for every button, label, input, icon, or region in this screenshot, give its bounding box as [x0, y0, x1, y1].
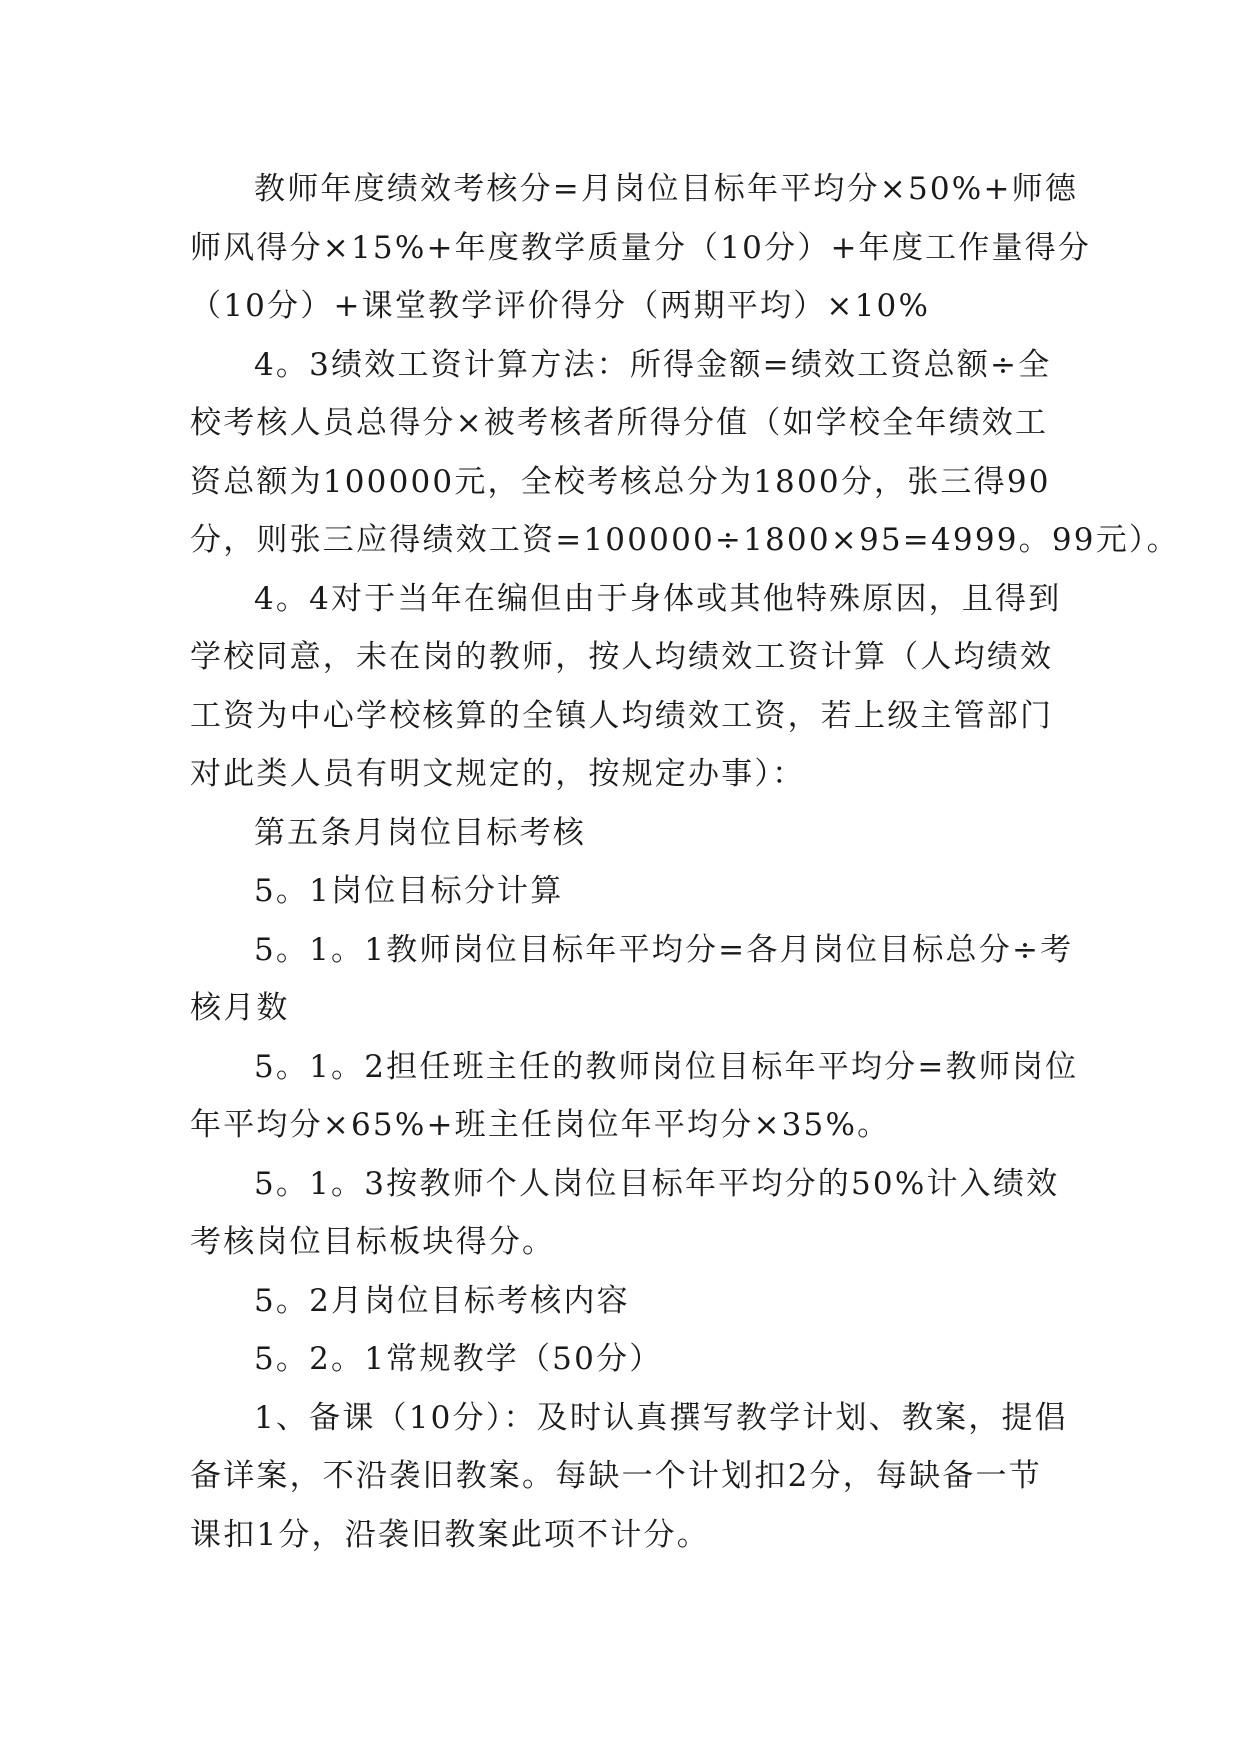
text-line: 备详案，不沿袭旧教案。每缺一个计划扣2分，每缺备一节 — [190, 1458, 1042, 1494]
text-line: 课扣1分，沿袭旧教案此项不计分。 — [190, 1516, 710, 1553]
text-line: （10分）+课堂教学评价得分（两期平均）×10% — [190, 288, 931, 324]
subsection-heading: 5。2。1常规教学（50分） — [254, 1341, 663, 1377]
text-line: 对此类人员有明文规定的，按规定办事）： — [190, 756, 806, 792]
text-line: 师风得分×15%+年度教学质量分（10分）+年度工作量得分 — [190, 229, 1092, 266]
section-heading: 第五条月岗位目标考核 — [254, 814, 586, 851]
text-line: 5。1。3按教师个人岗位目标年平均分的50%计入绩效 — [254, 1165, 1060, 1202]
subsection-heading: 5。1岗位目标分计算 — [254, 873, 564, 909]
subsection-heading: 5。2月岗位目标考核内容 — [254, 1282, 630, 1319]
text-line: 5。1。1教师岗位目标年平均分=各月岗位目标总分÷考 — [254, 931, 1074, 968]
text-line: 工资为中心学校核算的全镇人均绩效工资，若上级主管部门 — [190, 697, 1054, 734]
text-line: 学校同意，未在岗的教师，按人均绩效工资计算（人均绩效 — [190, 639, 1054, 675]
text-line: 核月数 — [190, 990, 290, 1026]
text-line: 考核岗位目标板块得分。 — [190, 1224, 556, 1260]
text-line: 校考核人员总得分×被考核者所得分值（如学校全年绩效工 — [190, 405, 1049, 441]
document-body — [190, 160, 1180, 1564]
text-line: 4。4对于当年在编但由于身体或其他特殊原因，且得到 — [254, 580, 1062, 617]
text-line: 年平均分×65%+班主任岗位年平均分×35%。 — [190, 1107, 891, 1143]
text-line: 教师年度绩效考核分=月岗位目标年平均分×50%+师德 — [254, 171, 1079, 207]
text-line: 资总额为100000元，全校考核总分为1800分，张三得90 — [190, 463, 1051, 500]
text-line: 分，则张三应得绩效工资=100000÷1800×95=4999。99元）。 — [190, 522, 1180, 558]
text-line: 1、备课（10分）：及时认真撰写教学计划、教案，提倡 — [254, 1399, 1068, 1436]
text-line: 5。1。2担任班主任的教师岗位目标年平均分=教师岗位 — [254, 1048, 1079, 1085]
text-line: 4。3绩效工资计算方法：所得金额=绩效工资总额÷全 — [254, 346, 1052, 383]
